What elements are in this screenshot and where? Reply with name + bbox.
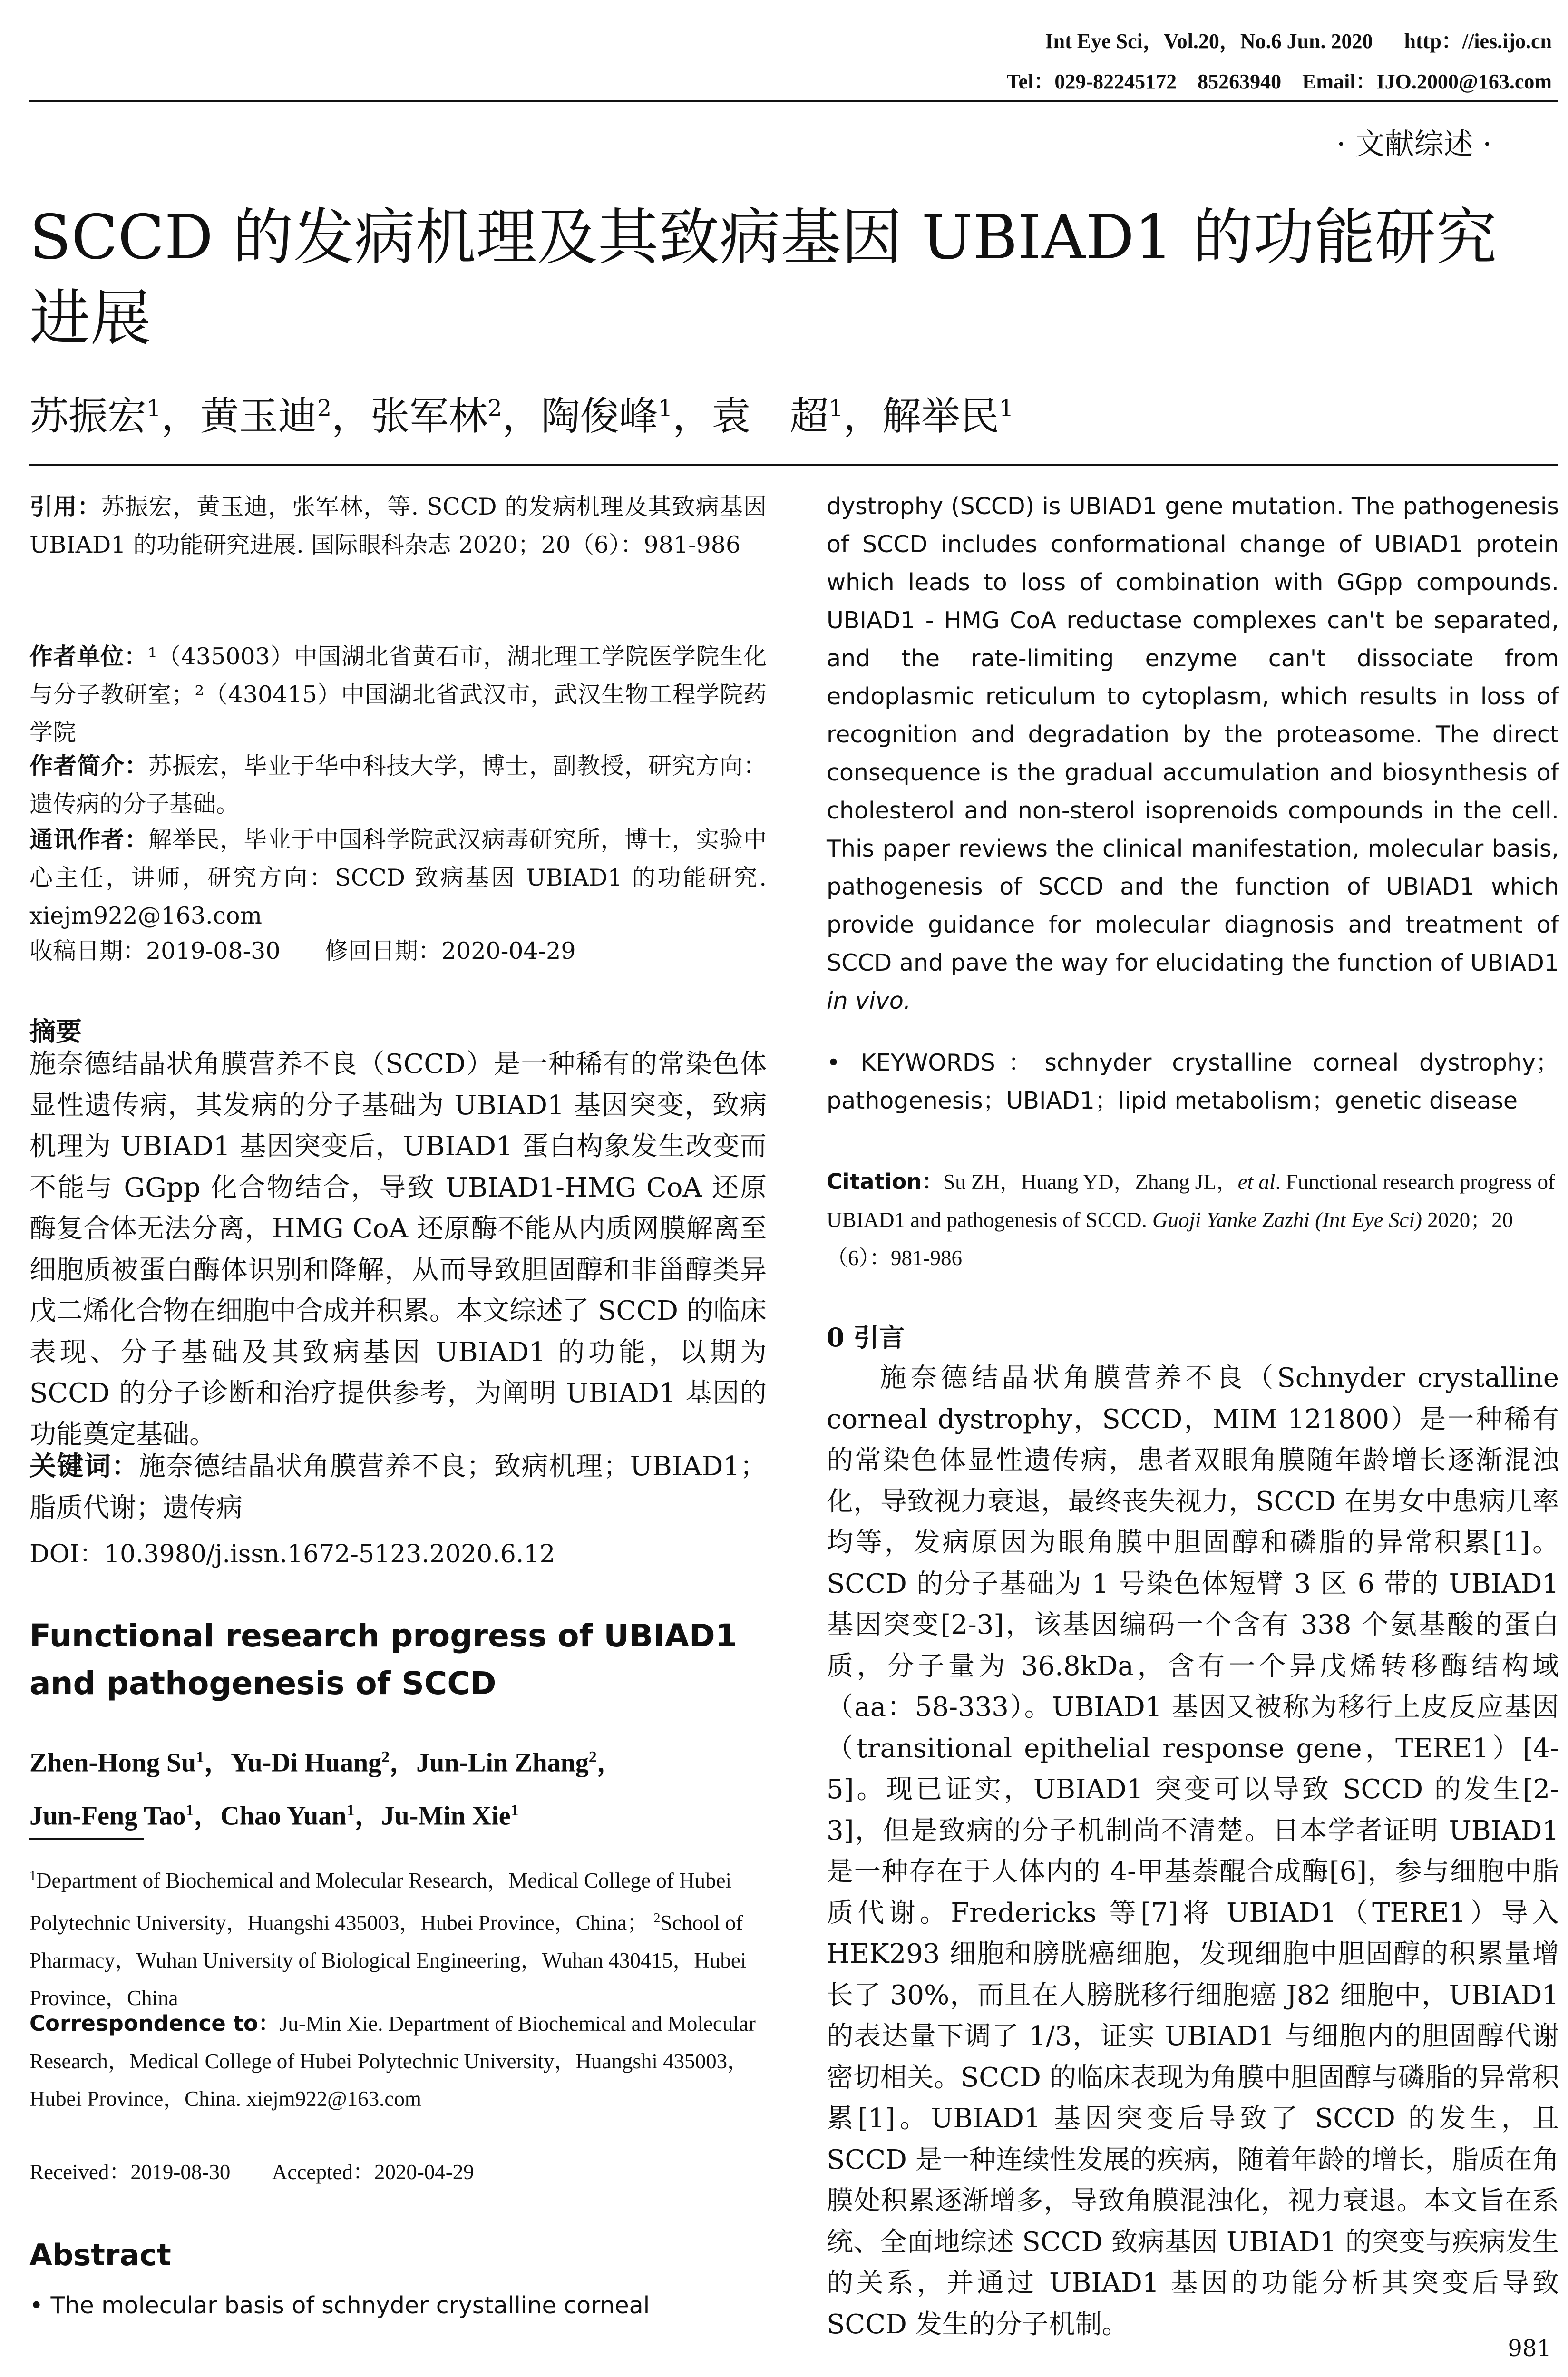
author-name: 张军林 <box>370 394 488 439</box>
en-author-affiliation-mark: 1 <box>510 1801 519 1819</box>
keywords-zh-text: 施奈德结晶状角膜营养不良；致病机理；UBIAD1；脂质代谢；遗传病 <box>29 1451 767 1523</box>
author-list: 苏振宏$^1$，黄玉迪$^2$，张军林$^2$，陶俊峰$^1$，袁 超$^1$，解举民$^1$ <box>29 394 1014 439</box>
correspondence-label: 通讯作者： <box>29 826 149 853</box>
en-author-name: Jun-Lin Zhang <box>416 1748 589 1778</box>
citation-label: 引用： <box>29 493 101 520</box>
en-author-name: Yu-Di Huang <box>231 1748 382 1778</box>
en-author-list: Zhen-Hong Su$^1$，Yu-Di Huang$^2$，Jun-Lin Zhang$^2$， Jun-Feng Tao$^1$，Chao Yuan$^1$，Ju-Min Xie$^1$ <box>29 1748 623 1831</box>
citation-en-volume: 2020；20（6）：981-986 <box>827 1208 1513 1270</box>
author-affiliation-mark: 1 <box>828 395 843 422</box>
correspondence-text: 解举民，毕业于中国科学院武汉病毒研究所，博士，实验中心主任，讲师，研究方向：SCCD 致病基因 UBIAD1 的功能研究. xiejm922@163.com <box>29 826 767 929</box>
author-affiliation-mark: 1 <box>658 395 673 422</box>
keywords-zh <box>29 1446 767 1529</box>
page-number: 981 <box>1508 2335 1551 2362</box>
affiliation-text: ¹（435003）中国湖北省黄石市，湖北理工学院医学院生化与分子教研室；²（430415）中国湖北省武汉市，武汉生物工程学院药学院 <box>29 643 767 746</box>
citation-en-title: . Functional research progress of UBIAD1 and pathogenesis of SCCD. <box>827 1170 1556 1232</box>
en-author-affiliation-mark: 1 <box>346 1801 355 1819</box>
en-correspondence-text: Ju-Min Xie. Department of Biochemical and Molecular Research，Medical College of Hubei Polytechnic University，Huangshi 435003，Hubei Province，China. xiejm922@163.com <box>29 2012 756 2111</box>
author-name: 陶俊峰 <box>541 394 658 439</box>
citation-en-label: Citation： <box>827 1169 944 1194</box>
en-author-name: Chao Yuan <box>220 1801 347 1831</box>
affiliation-zh <box>29 637 767 752</box>
en-author-affiliation-mark: 2 <box>588 1748 597 1766</box>
abstract-en-heading: Abstract <box>29 2238 171 2272</box>
section-tag: · 文献综述 · <box>1336 127 1492 161</box>
author-intro-zh <box>29 747 767 823</box>
author-name: 苏振宏 <box>29 394 147 439</box>
author-affiliation-mark: 2 <box>487 395 502 422</box>
en-accepted-date: Accepted：2020-04-29 <box>272 2160 474 2184</box>
keywords-zh-label: 关键词： <box>29 1451 139 1482</box>
abstract-en-body: dystrophy (SCCD) is UBIAD1 gene mutation. The pathogenesis of SCCD includes conformational change of UBIAD1 protein which leads to loss of combination with GGpp compounds. UBIAD1 - HMG CoA reductase complexes can't be separated, and the rate-limiting enzyme can't dissociate from endoplasmic reticulum to cytoplasm, which results in loss of recognition and degradation by the proteasome. The direct consequence is the gradual accumulation and biosynthesis of cholesterol and non-sterol isoprenoids compounds in the cell. This paper reviews the clinical manifestation, molecular basis, pathogenesis of SCCD and the function of UBIAD1 which provide guidance for molecular diagnosis and treatment of SCCD and pave the way for elucidating the function of UBIAD1 <box>827 493 1559 976</box>
en-received-date: Received：2019-08-30 <box>29 2160 231 2184</box>
en-author-name: Jun-Feng Tao <box>29 1801 186 1831</box>
received-dates-zh <box>29 932 767 970</box>
en-title: Functional research progress of UBIAD1 and pathogenesis of SCCD <box>29 1617 737 1702</box>
citation-en-authors: Su ZH，Huang YD，Zhang JL， <box>943 1170 1238 1194</box>
citation-text: 苏振宏，黄玉迪，张军林，等. SCCD 的发病机理及其致病基因 UBIAD1 的功能研究进展. 国际眼科杂志 2020；20（6）：981-986 <box>29 493 767 558</box>
en-affiliation-text: School of Pharmacy，Wuhan University of Biological Engineering，Wuhan 430415，Hubei Province，China <box>29 1911 747 2010</box>
abstract-zh-text: 施奈德结晶状角膜营养不良（SCCD）是一种稀有的常染色体显性遗传病，其发病的分子基础为 UBIAD1 基因突变，致病机理为 UBIAD1 基因突变后，UBIAD1 蛋白构象发生改变而不能与 GGpp 化合物结合，导致 UBIAD1-HMG CoA 还原酶复合体无法分离，HMG CoA 还原酶不能从内质网膜解离至细胞质被蛋白酶体识别和降解，从而导致胆固醇和非甾醇类异戊二烯化合物在细胞中合成并积累。本文综述了 SCCD 的临床表现、分子基础及其致病基因 UBIAD1 的功能，以期为 SCCD 的分子诊断和治疗提供参考，为阐明 UBIAD1 基因的功能奠定基础。 <box>29 1049 767 1450</box>
en-correspondence <box>29 2005 767 2118</box>
citation-en-etal: et al <box>1237 1170 1276 1194</box>
abstract-zh-heading: 摘要 <box>29 1016 82 1047</box>
en-affiliation-mark: 2 <box>653 1911 661 1926</box>
en-author-name: Ju-Min Xie <box>381 1801 511 1831</box>
intro-heading: 0 引言 <box>827 1322 905 1353</box>
author-affiliation-mark: 1 <box>146 395 161 422</box>
en-author-affiliation-mark: 1 <box>185 1801 194 1819</box>
affiliation-label: 作者单位： <box>29 643 148 670</box>
citation-en <box>827 1163 1559 1277</box>
author-affiliation-mark: 2 <box>317 395 332 422</box>
doi: DOI：10.3980/j.issn.1672-5123.2020.6.12 <box>29 1540 555 1568</box>
en-affiliation-divider <box>29 1838 144 1840</box>
authors-divider <box>29 464 1558 466</box>
article-title: SCCD 的发病机理及其致病基因 UBIAD1 的功能研究进展 <box>29 202 1497 354</box>
correspondence-zh <box>29 820 767 935</box>
en-affiliation-mark: 1 <box>29 1869 36 1883</box>
keywords-en-label: • KEYWORDS： <box>827 1049 1045 1076</box>
en-author-affiliation-mark: 1 <box>196 1748 205 1766</box>
citation-zh <box>29 487 767 564</box>
author-name: 解举民 <box>882 394 999 439</box>
abstract-en-text-continued <box>827 487 1559 1020</box>
keywords-en <box>827 1044 1559 1120</box>
journal-header-info: Int Eye Sci，Vol.20，No.6 Jun. 2020 http：//ies.ijo.cn <box>1045 29 1552 53</box>
citation-en-journal: Guoji Yanke Zazhi (Int Eye Sci) <box>1152 1208 1422 1232</box>
received-date: 收稿日期：2019-08-30 <box>29 937 281 964</box>
journal-header-contact: Tel：029-82245172 85263940 Email：IJO.2000@163.com <box>1006 70 1552 93</box>
author-intro-label: 作者简介： <box>29 752 149 779</box>
author-intro-text: 苏振宏，毕业于华中科技大学，博士，副教授，研究方向：遗传病的分子基础。 <box>29 752 767 818</box>
en-received-dates <box>29 2154 767 2185</box>
abstract-en-end: in vivo. <box>827 987 911 1014</box>
header-divider <box>29 100 1558 102</box>
author-name: 黄玉迪 <box>200 394 317 439</box>
keywords-en-text: schnyder crystalline corneal dystrophy；pathogenesis；UBIAD1；lipid metabolism；genetic disease <box>827 1049 1559 1114</box>
en-correspondence-label: Correspondence to： <box>29 2011 280 2036</box>
revised-date: 修回日期：2020-04-29 <box>325 937 576 964</box>
en-affiliation <box>29 1857 767 2017</box>
en-affiliation-text: Department of Biochemical and Molecular Research，Medical College of Hubei Polytechnic University，Huangshi 435003，Hubei Province，China； <box>29 1869 731 1935</box>
abstract-en-text-start: • The molecular basis of schnyder crystalline corneal <box>29 2292 650 2319</box>
author-name: 袁 超 <box>711 394 829 439</box>
author-affiliation-mark: 1 <box>999 395 1014 422</box>
en-author-affiliation-mark: 2 <box>381 1748 390 1766</box>
en-author-name: Zhen-Hong Su <box>29 1748 196 1778</box>
intro-text: 施奈德结晶状角膜营养不良（Schnyder crystalline corneal dystrophy，SCCD，MIM 121800）是一种稀有的常染色体显性遗传病，患者双眼角膜随年龄增长逐渐混浊化，导致视力衰退，最终丧失视力，SCCD 在男女中患病几率均等，发病原因为眼角膜中胆固醇和磷脂的异常积累[1]。SCCD 的分子基础为 1 号染色体短臂 3 区 6 带的 UBIAD1 基因突变[2-3]，该基因编码一个含有 338 个氨基酸的蛋白质，分子量为 36.8kDa，含有一个异戊烯转移酶结构域（aa：58-333）。UBIAD1 基因又被称为移行上皮反应基因（transitional epithelial response gene，TERE1）[4-5]。现已证实，UBIAD1 突变可以导致 SCCD 的发生[2-3]，但是致病的分子机制尚不清楚。日本学者证明 UBIAD1 是一种存在于人体内的 4-甲基萘醌合成酶[6]，参与细胞中脂质代谢。Fredericks 等[7]将 UBIAD1（TERE1）导入 HEK293 细胞和膀胱癌细胞，发现细胞中胆固醇的积累量增长了 30%，而且在人膀胱移行细胞癌 J82 细胞中，UBIAD1 的表达量下调了 1/3，证实 UBIAD1 与细胞内的胆固醇代谢密切相关。SCCD 的临床表现为角膜中胆固醇与磷脂的异常积累[1]。UBIAD1 基因突变后导致了 SCCD 的发生，且 SCCD 是一种连续性发展的疾病，随着年龄的增长，脂质在角膜处积累逐渐增多，导致角膜混浊化，视力衰退。本文旨在系统、全面地综述 SCCD 致病基因 UBIAD1 的突变与疾病发生的关系，并通过 UBIAD1 基因的功能分析其突变后导致 SCCD 发生的分子机制。 <box>827 1363 1559 2340</box>
